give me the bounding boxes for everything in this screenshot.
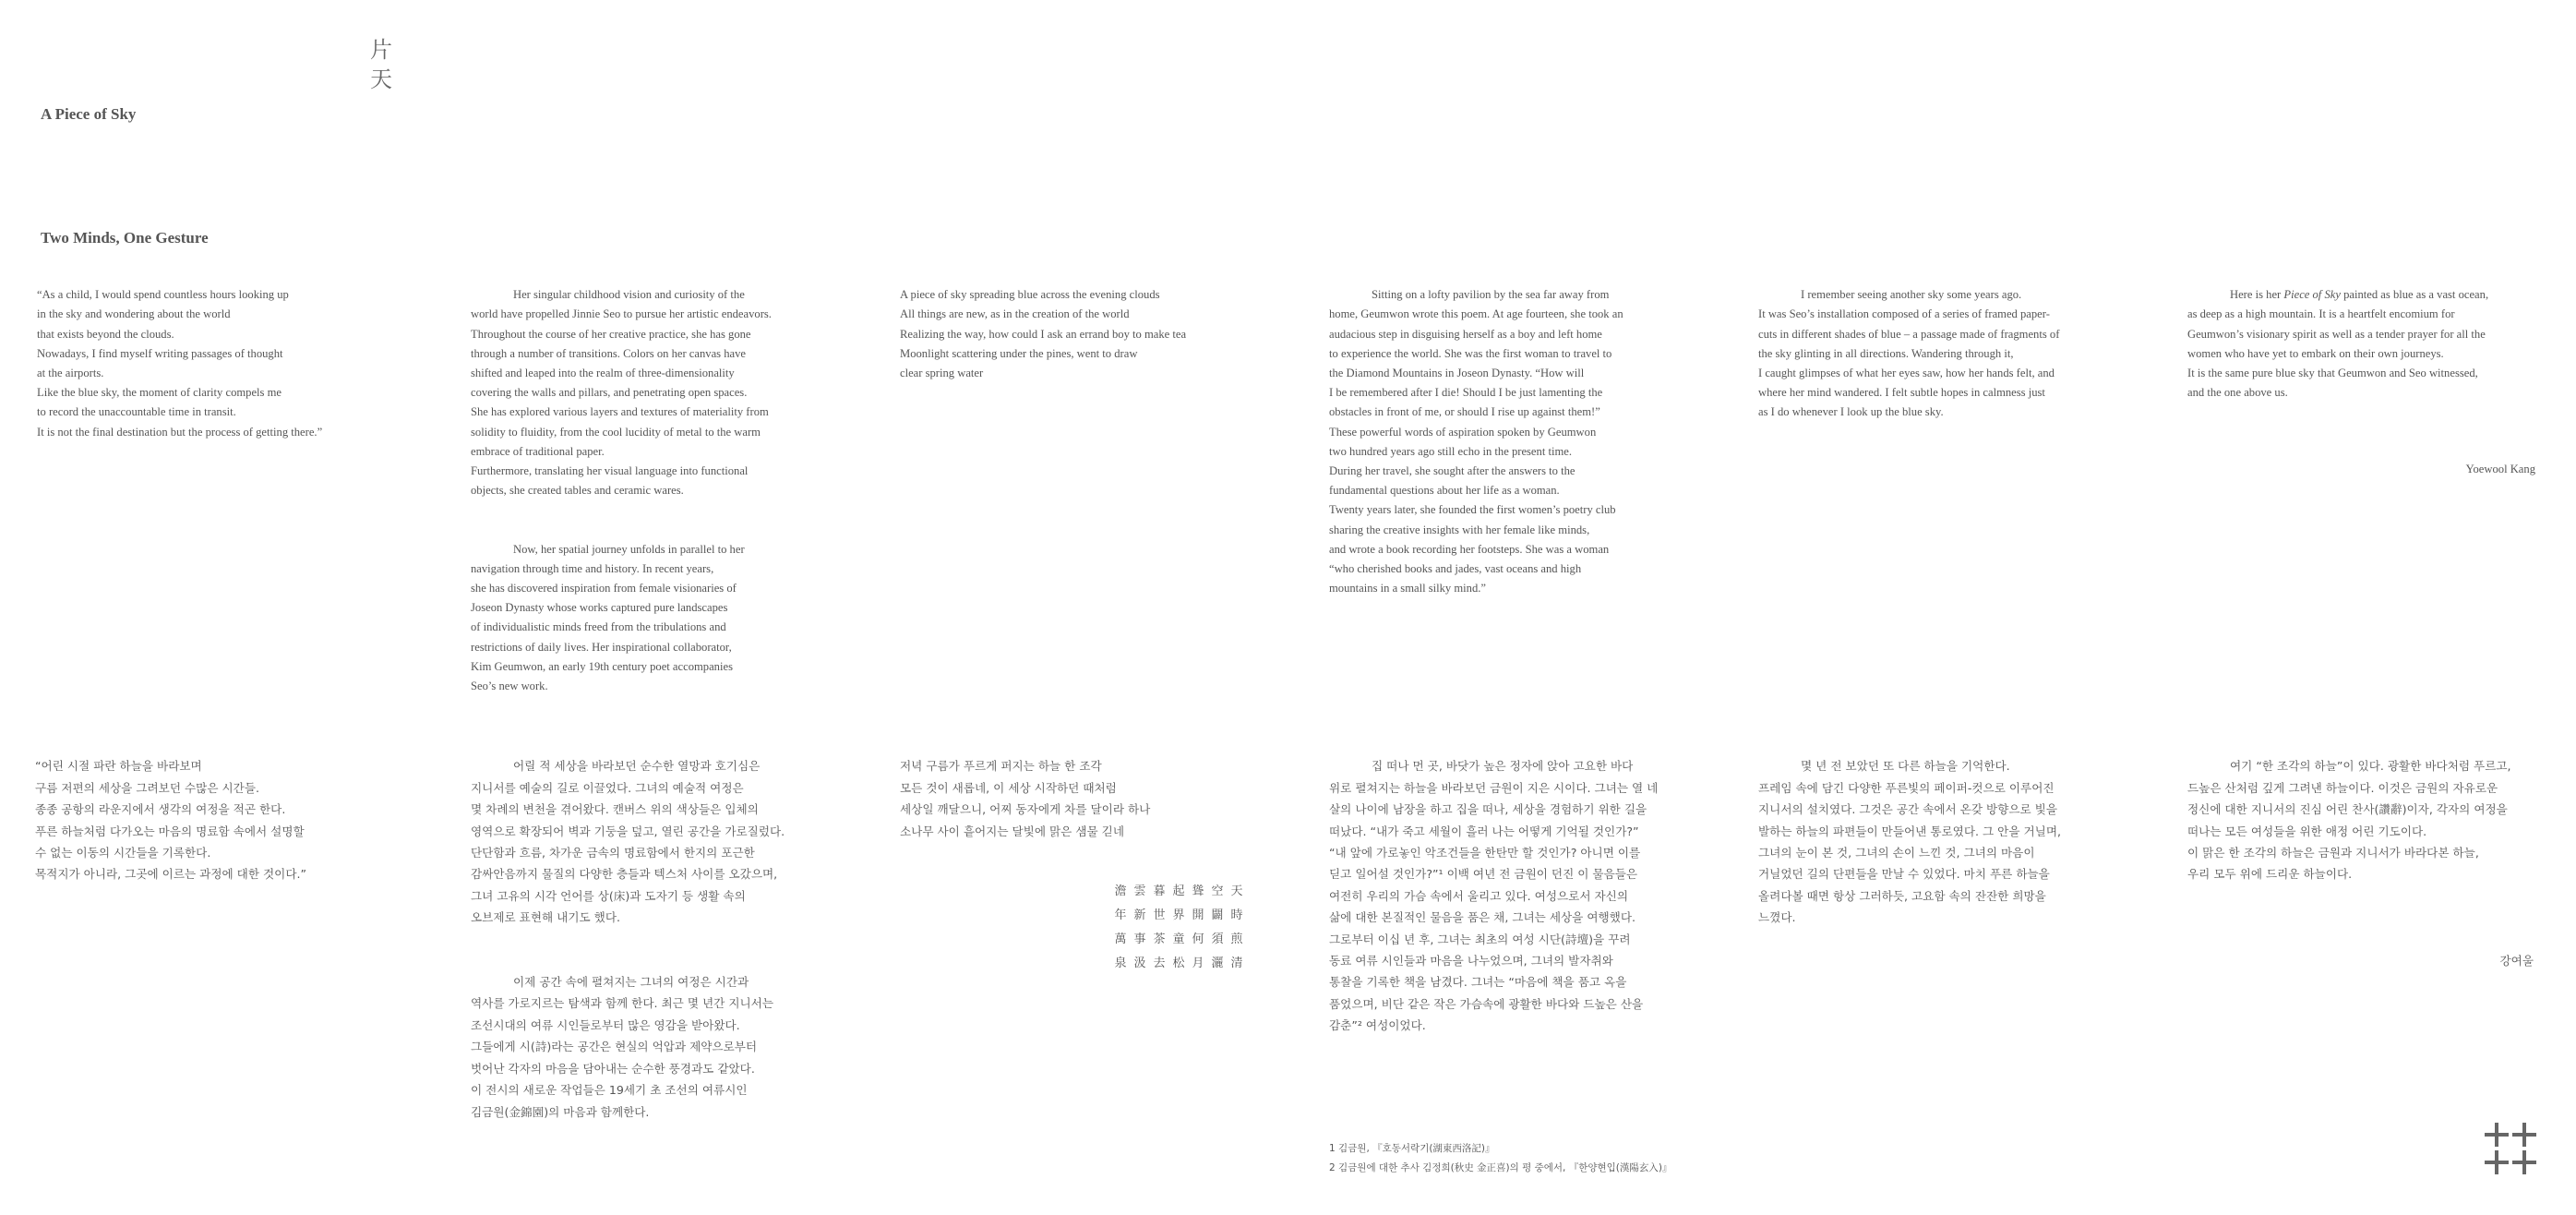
poem-character: 雲	[1133, 884, 1146, 898]
poem-character: 汲	[1133, 956, 1146, 970]
poem-character: 松	[1172, 956, 1185, 970]
korean-signature: 강여울	[2499, 954, 2534, 968]
english-title: A Piece of Sky	[41, 105, 137, 123]
footnote: 2 김금원에 대한 추사 김정희(秋史 金正喜)의 평 중에서, 『한양현입(漢陽玄入)』	[1329, 1162, 1672, 1173]
paragraph-intro: Here is her	[2230, 288, 2284, 302]
poem-character: 聳	[1192, 884, 1204, 898]
plus-mark-icon	[2512, 1150, 2536, 1174]
poem-character: 澹	[1114, 884, 1127, 898]
poem-character: 天	[1230, 884, 1243, 898]
poem-character: 起	[1172, 884, 1185, 898]
paragraph: Her singular childhood vision and curiosity of the world have propelled Jinnie Seo to pursue her artistic endeavors. Throughout the course of her creative practice, she has gone through a number of transitions. Colors on her canvas have shifted and leaped into the realm of three-dimensionality covering the walls and pillars, and penetrating open spaces. She has explored various layers and textures of materiality from solidity to fluidity, from the cool lucidity of metal to the warm embrace of traditional paper. Furthermore, translating her visual language into functional objects, she created tables and ceramic wares.	[471, 288, 772, 498]
english-column-3	[900, 266, 1269, 403]
poem-character: 闢	[1211, 908, 1224, 922]
four-plus-marks-logo-icon	[2483, 1121, 2538, 1176]
section-title: Two Minds, One Gesture	[41, 229, 209, 247]
poem-character: 年	[1114, 908, 1127, 922]
korean-column-3	[900, 734, 1288, 863]
poem-character: 泉	[1114, 956, 1127, 970]
vertical-title	[363, 35, 400, 94]
paragraph: “어린 시절 파란 하늘을 바라보며 구름 저편의 세상을 그려보던 수많은 시간들. 종종 공항의 라운지에서 생각의 여정을 적곤 한다. 푸른 하늘처럼 다가오는 마음의 명료함 속에서 설명할 수 없는 이동의 시간들을 기록한다. 목적지가 아니라, 그곳에 이르는 과정에 대한 것이다.”	[35, 759, 307, 882]
paragraph: 어릴 적 세상을 바라보던 순수한 열망과 호기심은 지니서를 예술의 길로 이끌었다. 그녀의 예술적 여정은 몇 차례의 변천을 겪어왔다. 캔버스 위의 색상들은 입체의 영역으로 확장되어 벽과 기둥을 덮고, 열린 공간을 가로질렀다. 단단함과 흐름, 차가운 금속의 명료함에서 한지의 포근한 감싸안음까지 물질의 다양한 층들과 텍스처 사이를 오갔으며, 그녀 고유의 시각 언어를 상(床)과 도자기 등 생활 속의 오브제로 표현해 내기도 했다.	[471, 759, 785, 925]
paragraph: 집 떠나 먼 곳, 바닷가 높은 정자에 앉아 고요한 바다 위로 펼쳐지는 하늘을 바라보던 금원이 지은 시이다. 그녀는 열 네 살의 나이에 남장을 하고 집을 떠나, 세상을 경험하기 위한 길을 떠났다. “내가 죽고 세월이 흘러 나는 어떻게 기억될 것인가?” “내 앞에 가로놓인 악조건들을 한탄만 할 것인가? 아니면 이를 딛고 일어설 것인가?”¹ 이백 여년 전 금원이 던진 이 물음들은 여전히 우리의 가슴 속에서 울리고 있다. 여성으로서 자신의 삶에 대한 본질적인 물음을 품은 채, 그녀는 세상을 여행했다. 그로부터 이십 년 후, 그녀는 최초의 여성 시단(詩壇)을 꾸려 동료 여류 시인들과 마음을 나누었으며, 그녀의 발자취와 통찰을 기록한 책을 남겼다. 그녀는 “마음에 책을 품고 옥을 품었으며, 비단 같은 작은 가슴속에 광활한 바다와 드높은 산을 감춘”² 여성이었다.	[1329, 759, 1659, 1033]
english-signature: Yoewool Kang	[2465, 463, 2535, 475]
plus-mark-icon	[2485, 1123, 2509, 1147]
poem-character: 世	[1153, 908, 1166, 922]
english-column-5	[1758, 266, 2127, 442]
poem-character: 空	[1211, 884, 1224, 898]
poem-character: 事	[1133, 932, 1146, 946]
poem-character: 時	[1230, 908, 1243, 922]
poem-character: 煎	[1230, 932, 1243, 946]
paragraph: 이제 공간 속에 펼쳐지는 그녀의 여정은 시간과 역사를 가로지르는 탐색과 함께 한다. 최근 몇 년간 지니서는 조선시대의 여류 시인들로부터 많은 영감을 받아왔다. 그들에게 시(詩)라는 공간은 현실의 억압과 제약으로부터 벗어난 각자의 마음을 담아내는 순수한 풍경과도 같았다. 이 전시의 새로운 작업들은 19세기 초 조선의 여류시인 김금원(金錦園)의 마음과 함께한다.	[471, 975, 774, 1119]
poem-translation: A piece of sky spreading blue across the evening clouds All things are new, as in the creation of the world Realizing the way, how could I ask an errand boy to make tea Moonlight scattering under the pines, went to draw clear spring water	[900, 288, 1187, 380]
english-column-6	[2187, 266, 2557, 423]
poem-character: 去	[1153, 956, 1166, 970]
poem-character: 暮	[1153, 884, 1166, 898]
poem-korean: 저녁 구름가 푸르게 퍼지는 하늘 한 조각 모든 것이 새롭네, 이 세상 시작하던 때처럼 세상일 깨달으니, 어찌 동자에게 차를 달이라 하나 소나무 사이 흩어지는 달빛에 맑은 샘물 긷네	[900, 759, 1151, 838]
paragraph: Now, her spatial journey unfolds in parallel to her navigation through time and history. In recent years, she has discovered inspiration from female visionaries of Joseon Dynasty whose works captured pure landscapes of individualistic minds freed from the tribulations and restrictions of daily lives. Her inspirational collaborator, Kim Geumwon, an early 19th century poet accompanies Seo’s new work.	[471, 542, 745, 693]
paragraph-rest: painted as blue as a vast ocean, as deep as a high mountain. It is a heartfelt encomium for Geumwon’s visionary spirit as well as a tender prayer for all the women who have yet to embark on their own journeys. It is the same pure blue sky that Geumwon and Seo witnessed, and the one above us.	[2187, 288, 2489, 400]
paragraph: “As a child, I would spend countless hours looking up in the sky and wondering about the world that exists beyond the clouds. Nowadays, I find myself writing passages of thought at the airports. Like the blue sky, the moment of clarity compels me to record the unaccountable time in transit. It is not the final destination but the process of getting there.”	[37, 288, 323, 439]
english-column-2	[471, 266, 858, 716]
paragraph: I remember seeing another sky some years ago. It was Seo’s installation composed of a series of framed paper- cuts in different shades of blue – a passage made of fragments of the sky glinting in all directions. Wandering through it, I caught glimpses of what her eyes saw, how her hands felt, and where her mind wandered. I felt subtle hopes in calmness just as I do whenever I look up the blue sky.	[1758, 288, 2060, 419]
korean-column-4	[1329, 734, 1726, 1058]
plus-mark-icon	[2485, 1150, 2509, 1174]
korean-column-1	[35, 734, 404, 907]
poem-character: 月	[1192, 956, 1204, 970]
classical-poem	[1111, 884, 1246, 971]
poem-character: 新	[1133, 908, 1146, 922]
paragraph: 여기 “한 조각의 하늘”이 있다. 광활한 바다처럼 푸르고, 드높은 산처럼 깊게 그려낸 하늘이다. 이것은 금원의 자유로운 정신에 대한 지니서의 진심 어린 찬사(讚辭)이자, 각자의 여정을 떠나는 모든 여성들을 위한 애정 어린 기도이다. 이 맑은 한 조각의 하늘은 금원과 지니서가 바라다본 하늘, 우리 모두 위에 드리운 하늘이다.	[2187, 759, 2511, 882]
poem-character: 萬	[1114, 932, 1127, 946]
paragraph: 몇 년 전 보았던 또 다른 하늘을 기억한다. 프레임 속에 담긴 다양한 푸른빛의 페이퍼-컷으로 이루어진 지니서의 설치였다. 그것은 공간 속에서 온갖 방향으로 빛을 발하는 하늘의 파편들이 만들어낸 통로였다. 그 안을 거닐며, 그녀의 눈이 본 것, 그녀의 손이 느낀 것, 그녀의 마음이 거닐었던 길의 단편들을 만날 수 있었다. 마치 푸른 하늘을 올려다볼 때면 항상 그러하듯, 고요함 속의 잔잔한 희망을 느꼈다.	[1758, 759, 2062, 925]
plus-mark-icon	[2512, 1123, 2536, 1147]
vertical-title-char: 天	[370, 66, 392, 92]
english-column-1	[37, 266, 388, 462]
paragraph: Sitting on a lofty pavilion by the sea far away from home, Geumwon wrote this poem. At age fourteen, she took an audacious step in disguising herself as a boy and left home to experience the world. She was the first woman to travel to the Diamond Mountains in Joseon Dynasty. “How will I be remembered after I die! Should I be just lamenting the obstacles in front of me, or should I rise up against them!” These powerful words of aspiration spoken by Geumwon two hundred years ago still echo in the present time. During her travel, she sought after the answers to the fundamental questions about her life as a woman. Twenty years later, she founded the first women’s poetry club sharing the creative insights with her female like minds, and wrote a book recording her footsteps. She was a woman “who cherished books and jades, vast oceans and high mountains in a small silky mind.”	[1329, 288, 1623, 595]
poem-character: 何	[1192, 932, 1204, 946]
footnotes	[1329, 1139, 1791, 1178]
paragraph	[2187, 285, 2557, 403]
footnote: 1 김금원, 『호동서락기(湖東西洛記)』	[1329, 1143, 1495, 1154]
poem-character: 須	[1211, 932, 1224, 946]
korean-column-2	[471, 734, 868, 1144]
poem-character: 茶	[1153, 932, 1166, 946]
korean-column-5	[1758, 734, 2146, 950]
vertical-title-char: 片	[370, 37, 392, 63]
english-column-4	[1329, 266, 1698, 619]
poem-character: 界	[1172, 908, 1185, 922]
poem-character: 童	[1172, 932, 1185, 946]
korean-column-6	[2187, 734, 2557, 907]
poem-character: 開	[1192, 908, 1204, 922]
poem-character: 清	[1230, 956, 1243, 970]
work-title: Piece of Sky	[2283, 288, 2341, 302]
poem-character: 灑	[1211, 956, 1224, 970]
